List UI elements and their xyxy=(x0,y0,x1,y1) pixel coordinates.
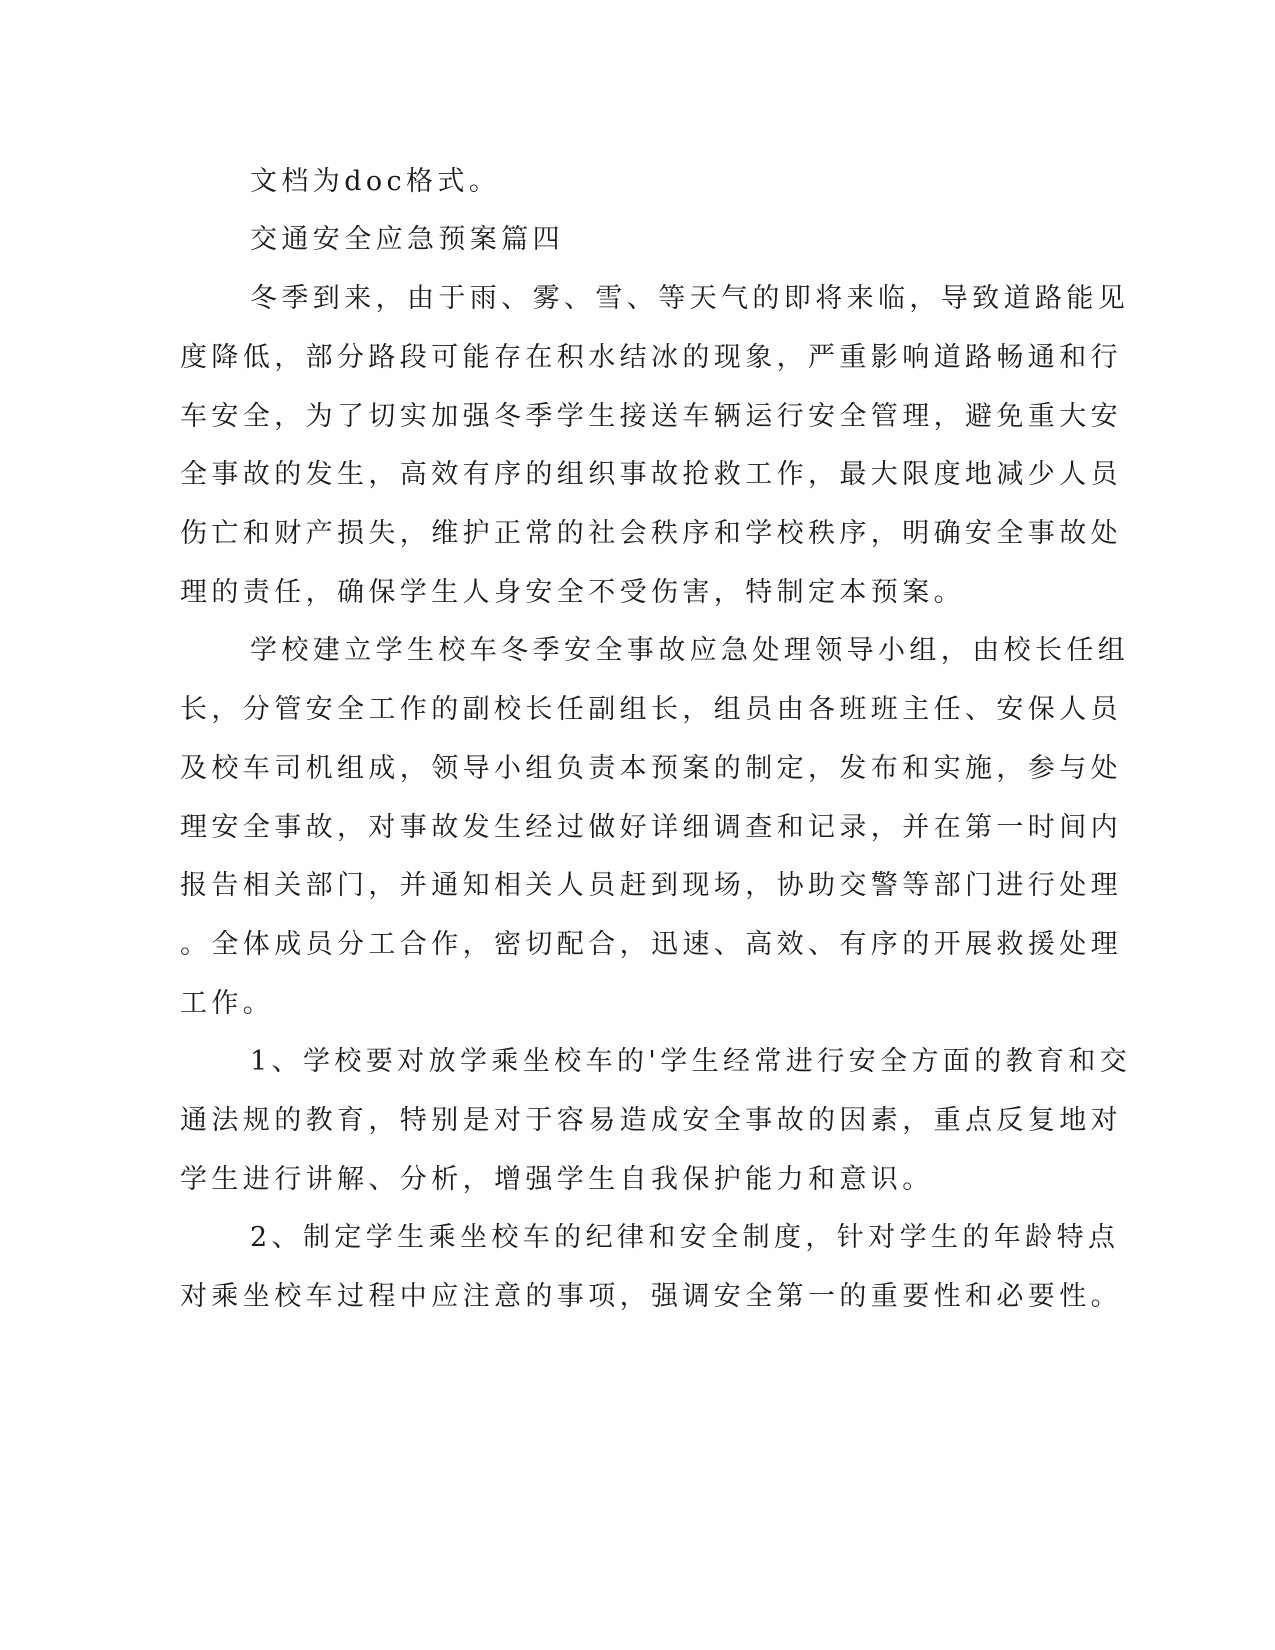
paragraph-1-line-5: 伤亡和财产损失，维护正常的社会秩序和学校秩序，明确安全事故处 xyxy=(180,518,1122,549)
paragraph-1-line-3: 车安全，为了切实加强冬季学生接送车辆运行安全管理，避免重大安 xyxy=(180,401,1122,432)
paragraph-2-line-6: 。全体成员分工合作，密切配合，迅速、高效、有序的开展救援处理 xyxy=(180,929,1122,960)
paragraph-2-line-5: 报告相关部门，并通知相关人员赶到现场，协助交警等部门进行处理 xyxy=(180,870,1122,901)
item-2-line-1: 2、制定学生乘坐校车的纪律和安全制度，针对学生的年龄特点 xyxy=(250,1222,1120,1253)
section-heading: 交通安全应急预案篇四 xyxy=(250,224,564,255)
item-1-line-2: 通法规的教育，特别是对于容易造成安全事故的因素，重点反复地对 xyxy=(180,1105,1122,1136)
paragraph-2-line-4: 理安全事故，对事故发生经过做好详细调查和记录，并在第一时间内 xyxy=(180,812,1122,843)
paragraph-1-line-2: 度降低，部分路段可能存在积水结冰的现象，严重影响道路畅通和行 xyxy=(180,342,1122,373)
paragraph-1-line-4: 全事故的发生，高效有序的组织事故抢救工作，最大限度地减少人员 xyxy=(180,459,1122,490)
format-note: 文档为doc格式。 xyxy=(250,166,501,197)
paragraph-1-line-6: 理的责任，确保学生人身安全不受伤害，特制定本预案。 xyxy=(180,577,965,608)
paragraph-2-line-3: 及校车司机组成，领导小组负责本预案的制定，发布和实施，参与处 xyxy=(180,753,1122,784)
item-1-line-3: 学生进行讲解、分析，增强学生自我保护能力和意识。 xyxy=(180,1164,934,1195)
paragraph-2-line-7: 工作。 xyxy=(180,988,275,1019)
item-2-line-2: 对乘坐校车过程中应注意的事项，强调安全第一的重要性和必要性。 xyxy=(180,1281,1122,1312)
paragraph-1-line-1: 冬季到来，由于雨、雾、雪、等天气的即将来临，导致道路能见 xyxy=(250,283,1130,314)
item-1-line-1: 1、学校要对放学乘坐校车的'学生经常进行安全方面的教育和交 xyxy=(250,1046,1132,1077)
paragraph-2-line-1: 学校建立学生校车冬季安全事故应急处理领导小组，由校长任组 xyxy=(250,635,1130,666)
paragraph-2-line-2: 长，分管安全工作的副校长任副组长，组员由各班班主任、安保人员 xyxy=(180,694,1122,725)
